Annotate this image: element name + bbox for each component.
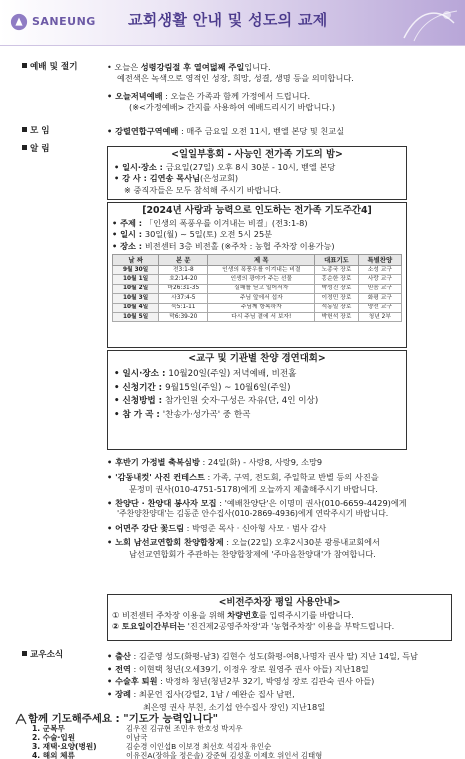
- prayer-label: 4. 해외 체류: [32, 751, 75, 759]
- prayer-names: 이남국: [126, 733, 148, 742]
- box-title: <비전주차장 평일 사용안내>: [218, 597, 341, 608]
- table-cell: 10월 2일: [113, 284, 159, 293]
- box-line: • 신청기간 : 9월15일(주일) ~ 10월6일(주일): [114, 382, 291, 393]
- table-cell: 사37:4-5: [159, 294, 208, 303]
- praise-contest-box: [107, 350, 407, 450]
- notice-item: • 찬양단 · 찬양대 봉사자 모집 : '예배찬양단'은 이명미 권사(010-6659-4429)에게: [107, 497, 407, 508]
- table-cell: 인생의 폭풍우를 이겨내는 비결: [208, 265, 315, 274]
- table-cell: 인생의 광야가 주는 선물: [208, 275, 315, 284]
- box-title: <일일부흥회 - 사능인 전가족 기도의 밤>: [171, 149, 343, 160]
- news-item-cont: 최은영 권사 부친, 소기섭 안수집사 장인) 지난18일: [143, 701, 326, 712]
- page-title: 교회생활 안내 및 성도의 교제: [128, 11, 328, 29]
- prayer-label: 1. 군복무: [32, 724, 65, 733]
- box-title: [2024년 사랑과 능력으로 인도하는 전가족 기도주간4]: [142, 205, 372, 216]
- box-line: ① 비전센터 주차장 이용을 위해 차량번호를 입력주시기를 바랍니다.: [112, 609, 354, 620]
- table-body: [113, 265, 402, 322]
- table-cell: 실패를 딛고 일어서자: [208, 284, 315, 293]
- notice-item: • '감동내컷' 사진 컨테스트 : 가족, 구역, 전도회, 주일학교 반별 등의 사진을: [107, 472, 379, 483]
- box-line: ※ 중직자들은 모두 참석해 주시기 바랍니다.: [124, 184, 281, 195]
- section-label: 교우소식: [22, 650, 104, 662]
- box-line: • 참 가 곡 : '찬송가·성가곡' 중 한곡: [114, 410, 251, 421]
- worship-line-4: (※<가정예배> 간지를 사용하여 예배드리시기 바랍니다.): [129, 101, 336, 112]
- table-cell: 다시 주님 곁에 서 보자!: [208, 313, 315, 322]
- notice-item-cont: 문정미 권사(010-4751-5178)에게 오늘까지 제출해주시기 바랍니다.: [129, 483, 378, 494]
- table-header: 특별찬양: [358, 254, 401, 265]
- notice-item: • 후반기 가정별 축복심방 : 24일(화) - 사랑8, 사랑9, 소망9: [107, 457, 323, 467]
- news-item: • 장례 : 최문언 집사(강렬2, 1남 / 예완순 집사 남편,: [107, 689, 295, 700]
- table-cell: 전3:1-8: [159, 265, 208, 274]
- table-cell: 10월 4일: [113, 303, 159, 312]
- table-row: [113, 294, 402, 303]
- box-line: • 장소 : 비전센터 3층 비전홀 (※주차 : 농협 주차장 이용가능): [112, 240, 335, 251]
- table-cell: 주님께 항복하자: [208, 303, 315, 312]
- box-line: • 일시 : 30일(월) ~ 5일(토) 오전 5시 25분: [112, 229, 273, 240]
- table-cell: 10월 3일: [113, 294, 159, 303]
- prayer-names: 김순경 이인섭B 이보경 최선호 석김자 유인순: [126, 742, 272, 751]
- table-header: 날 짜: [113, 254, 159, 265]
- box-title: <교구 및 기관별 찬양 경연대회>: [188, 353, 326, 364]
- table-cell: 이정민 장로: [315, 294, 358, 303]
- notice-item-cont: '주찬양찬양대'는 김동준 안수집사(010-2869-4936)에게 연락주시기 바랍니다.: [117, 509, 389, 519]
- prayer-names: 이유진A(장하을 정은솔) 강준혁 김성훈 이제호 위인서 김태형: [126, 751, 323, 759]
- page-header: [0, 0, 465, 46]
- church-logo: [10, 13, 96, 31]
- logo-mark-icon: [10, 13, 28, 31]
- news-item: • 수술후 퇴원 : 박정하 청년(청년2부 32기, 박영성 장로 김관숙 권사 아들): [107, 676, 375, 687]
- logo-text: SANEUNG: [32, 15, 96, 29]
- news-item: • 출산 : 김준영 성도(화평-남3) 김현수 성도(화평-여8,나명자 권사 딸) 지난 14일, 득남: [107, 651, 418, 661]
- table-cell: 노종국 장로: [315, 265, 358, 274]
- table-cell: 10월 5일: [113, 313, 159, 322]
- table-row: [113, 284, 402, 293]
- notice-item: • 노회 남선교연합회 찬양합창제 : 오늘(22일) 오후2시30분 광릉내교회에서: [107, 537, 380, 548]
- meeting-line: • 강렬연합구역예배 : 매주 금요일 오전 11시, 벧엘 본당 및 친교실: [107, 126, 345, 136]
- table-cell: 믿음 교구: [358, 284, 401, 293]
- table-row: [113, 303, 402, 312]
- news-content: [107, 650, 452, 714]
- box-line: • 주제 : 「인생의 폭풍우를 이겨내는 비결」(전3:1-8): [112, 217, 308, 228]
- table-header: 제 목: [208, 254, 315, 265]
- box-line: • 일시·장소 : 금요일(27일) 오후 8시 30분 - 10시, 벧엘 본당: [114, 161, 336, 172]
- table-cell: 화평 교구: [358, 294, 401, 303]
- section-label: 모 임: [22, 126, 104, 138]
- prayer-label: 2. 수술·입원: [32, 733, 76, 742]
- prayer-schedule-table: [112, 254, 402, 323]
- table-cell: 마26:31-35: [159, 284, 208, 293]
- table-header: 본 문: [159, 254, 208, 265]
- worship-line-2: 예전색은 녹색으로 영적인 성장, 희망, 성결, 생명 등을 의미합니다.: [117, 73, 354, 84]
- table-cell: 사랑 교구: [358, 275, 401, 284]
- table-cell: 막6:39-20: [159, 313, 208, 322]
- table-cell: 호2:14-20: [159, 275, 208, 284]
- worship-line-1: • 오늘은 성령강림절 후 열여덟째 주일입니다.: [107, 62, 271, 72]
- table-cell: 박헌석 장로: [315, 313, 358, 322]
- notice-item-cont: 남선교연합회가 주관하는 찬양합창제에 '주마음찬양대'가 참여합니다.: [129, 548, 376, 559]
- table-row: [113, 275, 402, 284]
- table-cell: 눅5:1-11: [159, 303, 208, 312]
- box-line: • 신청방법 : 참가인원 숫자·구성은 자유(단, 4인 이상): [114, 396, 319, 407]
- table-row: [113, 265, 402, 274]
- table-cell: 양선 교구: [358, 303, 401, 312]
- prayer-week-box: [107, 202, 407, 348]
- worship-content: [107, 62, 452, 113]
- table-header: 대표기도: [315, 254, 358, 265]
- box-line: ② 토요일이간부터는 '진건제2공영주차장'과 '농협주차장' 이용을 부탁드립니다.: [112, 621, 395, 632]
- prayer-heading: 함께 기도해주세요 : "기도가 능력입니다": [28, 713, 219, 725]
- section-label: 예배 및 절기: [22, 62, 104, 74]
- notice-bullets: [107, 457, 452, 560]
- table-cell: 청년 2부: [358, 313, 401, 322]
- table-cell: 석동일 장로: [315, 303, 358, 312]
- parking-info-box: [107, 594, 452, 641]
- praying-hands-icon: [14, 713, 28, 725]
- table-cell: 10월 1일: [113, 275, 159, 284]
- prayer-label: 3. 재택·요양(병원): [32, 742, 97, 751]
- table-cell: 9월 30일: [113, 265, 159, 274]
- section-label: 알 림: [22, 144, 104, 156]
- table-row: [113, 313, 402, 322]
- news-item: • 전역 : 이현택 청년(오세39기, 이정우 장로 원영주 권사 아들) 지난18일: [107, 663, 369, 674]
- table-cell: 홍순한 장로: [315, 275, 358, 284]
- box-line: • 일시·장소 : 10월20일(주일) 저녁예배, 비전홀: [114, 368, 297, 379]
- table-cell: 박성진 장로: [315, 284, 358, 293]
- table-cell: 소성 교구: [358, 265, 401, 274]
- table-cell: 주님 앞에서 섭자: [208, 294, 315, 303]
- revival-meeting-box: [107, 146, 407, 200]
- worship-line-3: • 오늘저녁예배 : 오늘은 가족과 함께 가정에서 드립니다.: [107, 90, 311, 101]
- flourish-decoration-icon: [399, 3, 459, 43]
- box-line: • 강 사 : 김연송 목사님(은성교회): [114, 173, 239, 184]
- prayer-names: 김우진 김규현 조민우 한호성 박지우: [126, 724, 243, 733]
- notice-item: • 어면주 강단 꽃드림 : 박영준 목사 · 신아형 사모 · 범사 감사: [107, 523, 327, 533]
